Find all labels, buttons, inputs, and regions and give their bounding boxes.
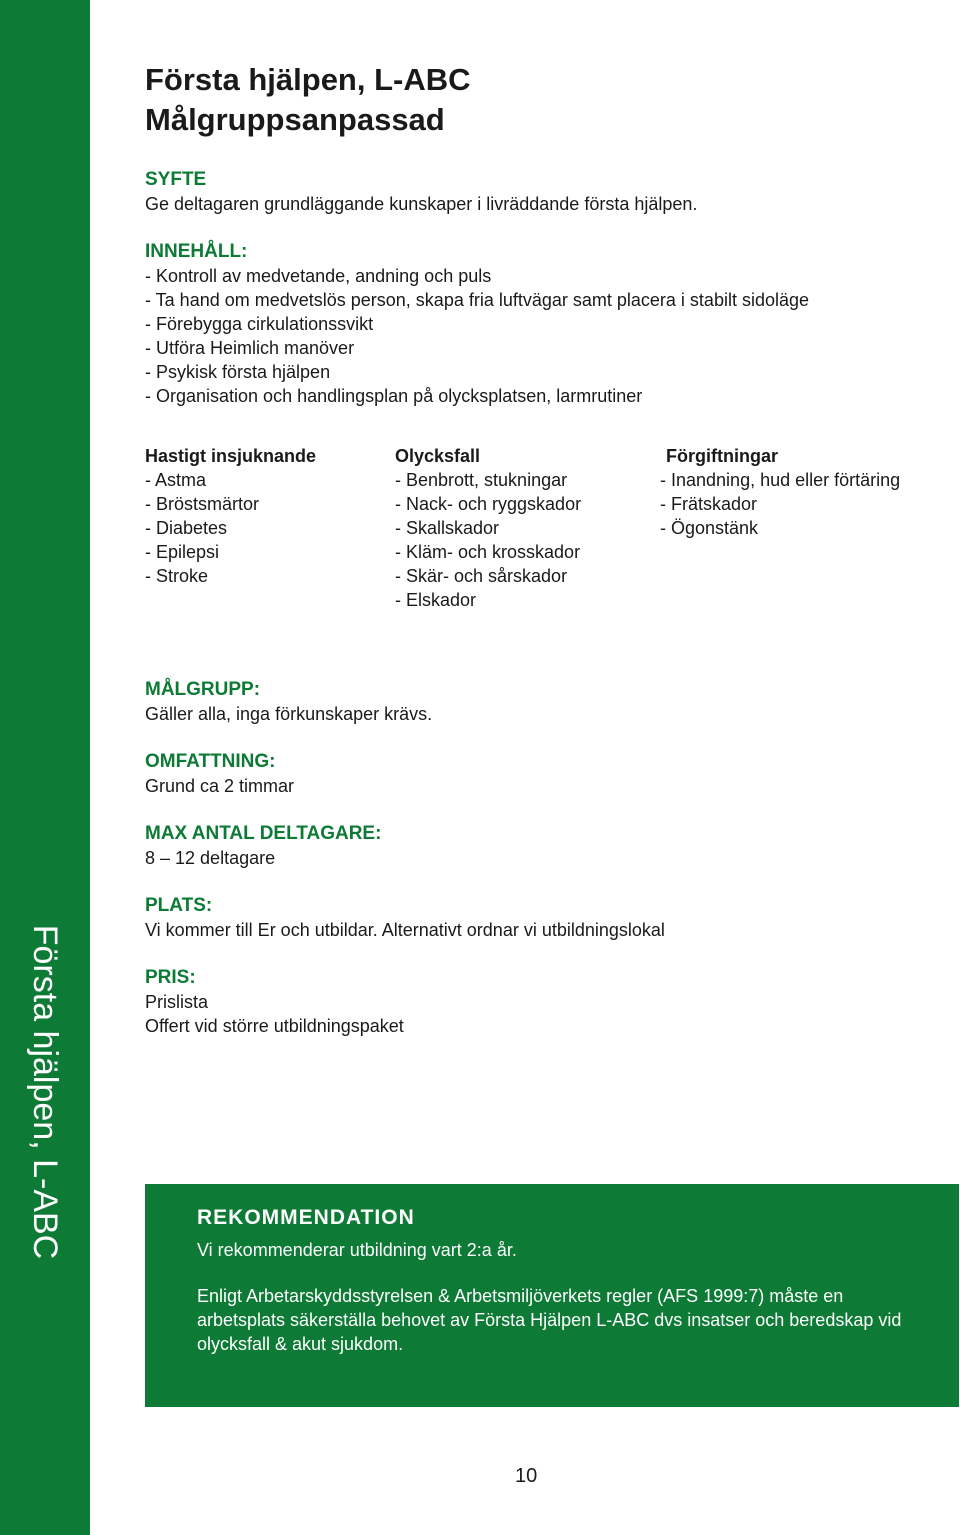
pris-section — [145, 966, 404, 1038]
column-list — [395, 468, 581, 612]
malgrupp-section — [145, 678, 432, 726]
omfattning-label: OMFATTNING: — [145, 751, 276, 772]
pris-line2: Offert vid större utbildningspaket — [145, 1016, 404, 1036]
column-forgiftningar — [660, 444, 900, 540]
recommendation-box — [145, 1184, 959, 1407]
list-item: - Förebygga cirkulationssvikt — [145, 312, 809, 336]
list-item: - Kläm- och krosskador — [395, 540, 581, 564]
list-item: - Organisation och handlingsplan på olycksplatsen, larmrutiner — [145, 384, 809, 408]
max-antal-text: 8 – 12 deltagare — [145, 848, 276, 868]
omfattning-section — [145, 750, 294, 798]
sidebar-band — [0, 0, 90, 1535]
list-item: - Frätskador — [660, 492, 900, 516]
column-heading: Olycksfall — [395, 446, 481, 466]
title-line2: Målgruppsanpassad — [145, 102, 445, 137]
innehall-label: INNEHÅLL: — [145, 241, 248, 262]
column-list — [145, 468, 316, 588]
column-heading: Förgiftningar — [666, 446, 778, 466]
list-item: - Bröstsmärtor — [145, 492, 316, 516]
malgrupp-label: MÅLGRUPP: — [145, 679, 261, 700]
syfte-label: SYFTE — [145, 169, 207, 190]
syfte-text: Ge deltagaren grundläggande kunskaper i livräddande första hjälpen. — [145, 194, 698, 214]
plats-text: Vi kommer till Er och utbildar. Alternativt ordnar vi utbildningslokal — [145, 920, 665, 940]
list-item: - Benbrott, stukningar — [395, 468, 581, 492]
omfattning-text: Grund ca 2 timmar — [145, 776, 295, 796]
max-antal-label: MAX ANTAL DELTAGARE: — [145, 823, 382, 844]
list-item: - Stroke — [145, 564, 316, 588]
list-item: - Ögonstänk — [660, 516, 900, 540]
syfte-section — [145, 168, 697, 216]
column-list — [660, 468, 900, 540]
sidebar-vertical-title: Första hjälpen, L-ABC — [26, 924, 64, 1260]
max-antal-section — [145, 822, 381, 870]
list-item: - Epilepsi — [145, 540, 316, 564]
list-item: - Ta hand om medvetslös person, skapa fria luftvägar samt placera i stabilt sidoläge — [145, 288, 809, 312]
list-item: - Kontroll av medvetande, andning och puls — [145, 264, 809, 288]
list-item: - Utföra Heimlich manöver — [145, 336, 809, 360]
page-title — [145, 60, 471, 140]
recommendation-label: REKOMMENDATION — [197, 1206, 415, 1229]
column-olycksfall — [395, 444, 581, 612]
pris-label: PRIS: — [145, 967, 196, 988]
malgrupp-text: Gäller alla, inga förkunskaper krävs. — [145, 704, 433, 724]
title-line1: Första hjälpen, L-ABC — [145, 62, 471, 97]
plats-section — [145, 894, 665, 942]
recommendation-text: Vi rekommenderar utbildning vart 2:a år. — [197, 1240, 517, 1260]
innehall-list — [145, 264, 809, 408]
innehall-section — [145, 240, 809, 408]
list-item: - Psykisk första hjälpen — [145, 360, 809, 384]
list-item: - Skär- och sårskador — [395, 564, 581, 588]
list-item: - Skallskador — [395, 516, 581, 540]
list-item: - Astma — [145, 468, 316, 492]
recommendation-paragraph: Enligt Arbetarskyddsstyrelsen & Arbetsmiljöverkets regler (AFS 1999:7) måste en arbetsplats säkerställa behovet av Första Hjälpen L-ABC dvs insatser och beredskap vid olycksfall & akut sjukdom. — [197, 1286, 902, 1354]
list-item: - Elskador — [395, 588, 581, 612]
pris-line1: Prislista — [145, 992, 209, 1012]
plats-label: PLATS: — [145, 895, 213, 916]
column-hastigt-insjuknande — [145, 444, 316, 588]
list-item: - Inandning, hud eller förtäring — [660, 468, 900, 492]
page-number: 10 — [515, 1465, 538, 1487]
list-item: - Nack- och ryggskador — [395, 492, 581, 516]
column-heading: Hastigt insjuknande — [145, 446, 317, 466]
list-item: - Diabetes — [145, 516, 316, 540]
